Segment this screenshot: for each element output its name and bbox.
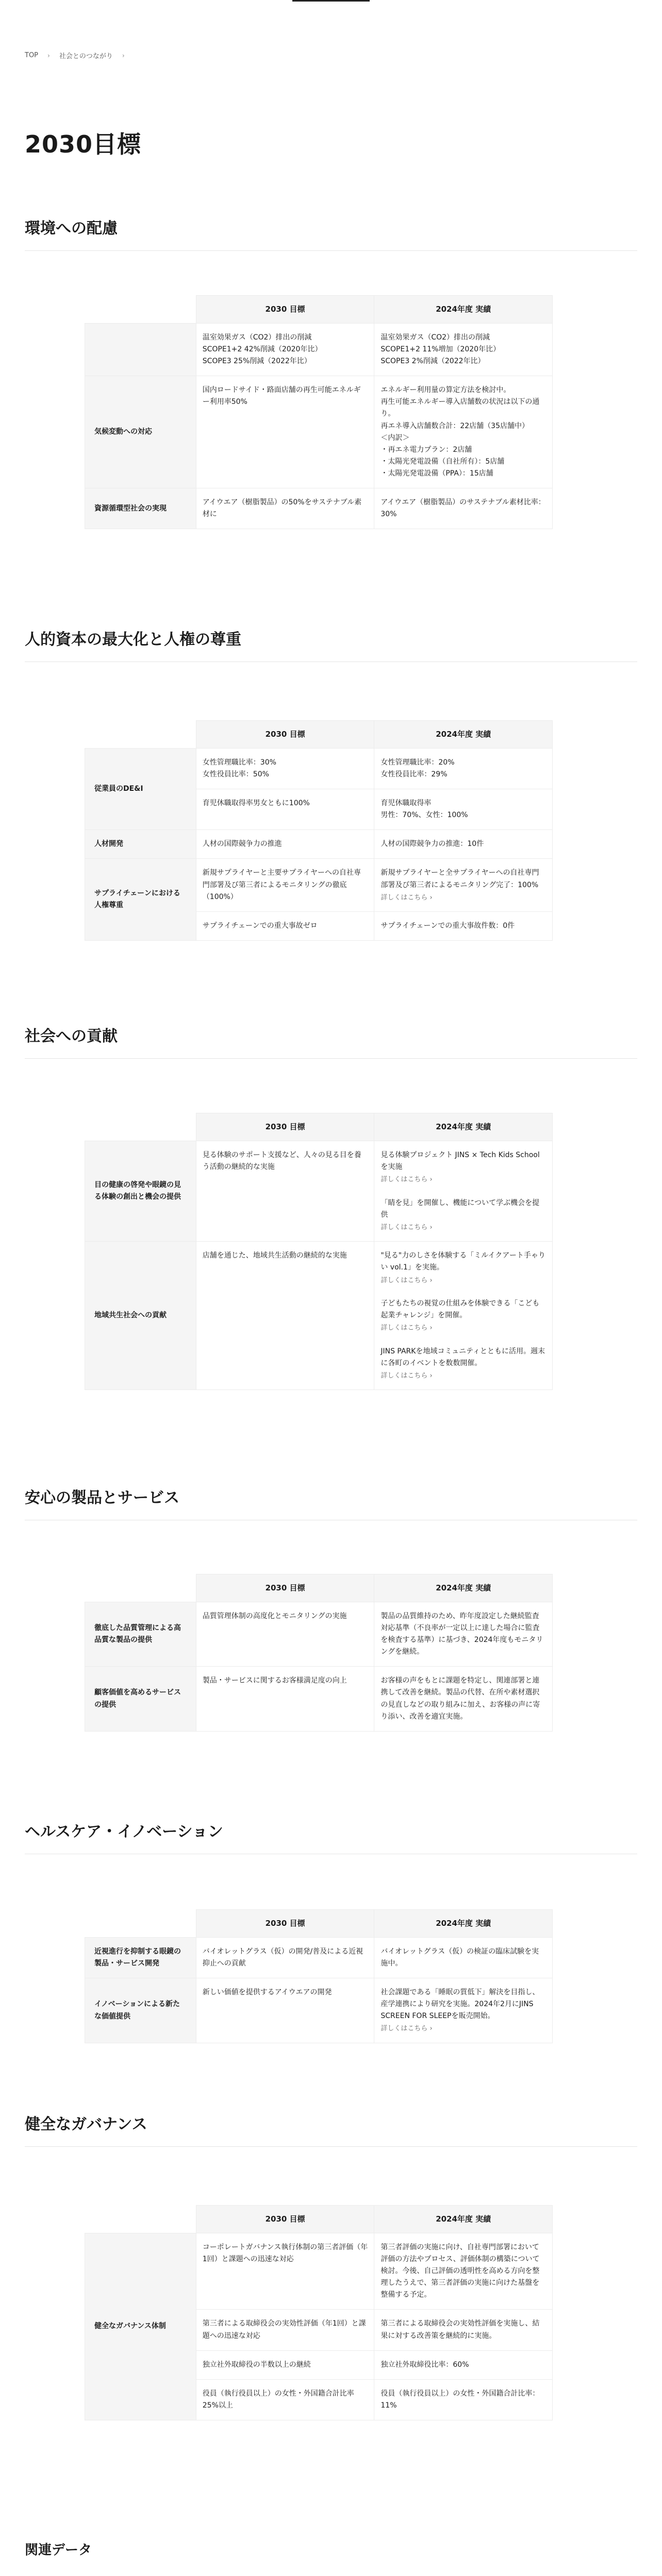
result-text: サプライチェーンでの重大事故件数：0件 [380,922,515,930]
section-block [25,626,637,662]
table-header-row [85,2206,553,2233]
header-goal: 2030 目標 [196,2206,374,2233]
related-data-title: 関連データ [25,2543,92,2558]
more-link[interactable]: 詳しくはこちら › [380,1275,546,1286]
result-text: 温室効果ガス（CO2）排出の削減 SCOPE1+2 11%増加（2020年比） SCOPE3 2%削減（2022年比） [380,333,501,366]
category-cell: 顧客価値を高めるサービスの提供 [85,1667,196,1731]
result-cell [374,912,553,941]
kpi-table [85,1574,553,1732]
section-title: ヘルスケア・イノベーション [25,1819,637,1854]
header-blank [85,1574,196,1602]
result-cell [374,1602,553,1667]
header-blank [85,296,196,324]
goal-cell: 育児休職取得率男女ともに100% [196,789,374,830]
section-title: 環境への配慮 [25,215,637,251]
result-text: 独立社外取締役比率：60% [380,2360,469,2369]
result-cell [374,2350,553,2379]
result-text: JINS PARKを地域コミュニティとともに活用。週末に各町のイベントを数数開催。 [380,1347,545,1367]
chevron-right-icon: › [122,52,125,59]
breadcrumb-parent-link[interactable]: 社会とのつながり [59,53,113,60]
result-text: バイオレットグラス（仮）の検証の臨床試験を実施中。 [380,1947,539,1968]
table-row [85,1667,553,1731]
category-cell: 近視進行を抑制する眼鏡の製品・サービス開発 [85,1938,196,1978]
result-text: 新規サプライヤーと全サプライヤーへの自社専門部署及び第三者によるモニタリング完了：100% [380,869,539,889]
goal-cell: 女性管理職比率：30% 女性役員比率：50% [196,749,374,789]
header-result: 2024年度 実績 [374,296,553,324]
category-cell: イノベーションによる新たな価値提供 [85,1978,196,2043]
section-title: 安心の製品とサービス [25,1485,637,1520]
section-block [25,1023,637,1059]
result-cell [374,1938,553,1978]
result-cell [374,1141,553,1242]
category-cell: 従業員のDE&I [85,749,196,830]
table-row [85,324,553,376]
goal-cell: 第三者による取締役会の実効性評価（年1回）と課題への迅速な対応 [196,2310,374,2350]
result-text: アイウエア（樹脂製品）のサステナブル素材比率：30% [380,498,545,519]
result-text: 第三者評価の実施に向け、自社専門部署において評価の方法やプロセス、評価体制の構築について検討。今後、自己評価の透明性を高める方向を整理したうえで、第三者評価の実施に向けた基盤を整備する予定。 [380,2243,540,2299]
table-row [85,376,553,488]
goal-cell: 役員（執行役員以上）の女性・外国籍合計比率25%以上 [196,2379,374,2420]
more-link[interactable]: 詳しくはこちら › [380,2023,546,2034]
page-title: 2030目標 [25,130,142,158]
result-text: 子どもたちの視覚の仕組みを体験できる「こども起業チャレンジ」を開催。 [380,1299,540,1320]
result-text: "見る"力のしさを体験する「ミルイクアート手ゃりい vol.1」を実施。 [380,1251,545,1272]
result-cell [374,1242,553,1390]
goal-cell: 新規サプライヤーと主要サプライヤーへの自社専門部署及び第三者によるモニタリングの徹底（100%） [196,859,374,912]
category-cell: 資源循環型社会の実現 [85,488,196,529]
result-cell [374,1978,553,2043]
kpi-table [85,1909,553,2043]
header-goal: 2030 目標 [196,721,374,749]
more-link[interactable]: 詳しくはこちら › [380,1174,546,1185]
result-cell [374,376,553,488]
table-header-row [85,1574,553,1602]
header-goal: 2030 目標 [196,296,374,324]
more-link[interactable]: 詳しくはこちら › [380,1370,546,1381]
section-title: 人的資本の最大化と人権の尊重 [25,626,637,662]
goal-cell: 品質管理体制の高度化とモニタリングの実施 [196,1602,374,1667]
category-cell: 健全なガバナンス体制 [85,2233,196,2420]
section-block [25,2111,637,2147]
header-result: 2024年度 実績 [374,1910,553,1938]
category-cell: 徹底した品質管理による高品質な製品の提供 [85,1602,196,1667]
result-text: 製品の品質維持のため、昨年度設定した継続監査対応基準（不良率が一定以上に達した場合に監査を検査する基準）に基づき、2024年度もモニタリングを継続。 [380,1612,543,1656]
table-header-row [85,1113,553,1141]
header-result: 2024年度 実績 [374,1574,553,1602]
table-row [85,1242,553,1390]
table-header-row [85,296,553,324]
goal-cell: アイウエア（樹脂製品）の50%をサステナブル素材に [196,488,374,529]
section-title: 社会への貢献 [25,1023,637,1059]
goal-cell: 独立社外取締役の半数以上の継続 [196,2350,374,2379]
goal-cell: 製品・サービスに関するお客様満足度の向上 [196,1667,374,1731]
section-block [25,215,637,251]
result-text: 第三者による取締役会の実効性評価を実施し、結果に対する改善策を継続的に実施。 [380,2319,540,2340]
chevron-right-icon: › [47,52,50,59]
header-blank [85,2206,196,2233]
result-cell [374,789,553,830]
header-result: 2024年度 実績 [374,1113,553,1141]
header-indicator [292,0,370,2]
table-row [85,1938,553,1978]
kpi-table [85,2205,553,2420]
result-cell [374,1667,553,1731]
result-cell [374,488,553,529]
result-text: 見る体験プロジェクト JINS × Tech Kids Schoolを実施 [380,1151,540,1172]
header-goal: 2030 目標 [196,1910,374,1938]
goal-cell: 新しい価値を提供するアイウエアの開発 [196,1978,374,2043]
category-cell: 地域共生社会への貢献 [85,1242,196,1390]
kpi-table [85,720,553,941]
goal-cell: コーポレートガバナンス執行体制の第三者評価（年1回）と課題への迅速な対応 [196,2233,374,2310]
goal-cell: 人材の国際競争力の推進 [196,830,374,859]
breadcrumb [25,50,125,60]
table-header-row [85,1910,553,1938]
header-blank [85,1113,196,1141]
result-text: エネルギー利用量の算定方法を検討中。 再生可能エネルギー導入店舗数の状況は以下の通り。 再エネ導入店舗数合計：22店舗（35店舗中） ＜内訳＞ ・再エネ電力プラン：2店舗 ・太陽光発電設備（自社所有）：5店舗 ・太陽光発電設備（PPA）：15店舗 [380,386,540,478]
category-cell [85,324,196,376]
result-text: お客様の声をもとに課題を特定し、関連部署と連携して改善を継続。製品の代替、在所や素材選択の見直しなどの取り組みに加え、お客様の声に寄り添い、改善を適宜実施。 [380,1676,540,1721]
result-text: 人材の国際競争力の推進：10件 [380,840,484,849]
table-row [85,859,553,912]
category-cell: サプライチェーンにおける人権尊重 [85,859,196,941]
result-text: 「睛を見」を開催し、機能について学ぶ機会を提供 [380,1198,540,1219]
breadcrumb-home-link[interactable]: TOP [25,52,39,59]
result-text: 社会課題である「睡眠の質低下」解決を目指し、産学連携により研究を実施。2024年2月にJINS SCREEN FOR SLEEPを販売開始。 [380,1988,540,2021]
category-cell: 目の健康の啓発や眼鏡の見る体験の創出と機会の提供 [85,1141,196,1242]
result-text: 育児休職取得率 男性：70%、女性：100% [380,799,468,820]
section-block [25,1819,637,1854]
result-cell [374,830,553,859]
header-goal: 2030 目標 [196,1113,374,1141]
table-row [85,749,553,789]
header-blank [85,1910,196,1938]
kpi-table [85,1113,553,1390]
table-row [85,1602,553,1667]
table-row [85,488,553,529]
table-row [85,830,553,859]
goal-cell: サプライチェーンでの重大事故ゼロ [196,912,374,941]
result-cell [374,2233,553,2310]
category-cell: 人材開発 [85,830,196,859]
header-blank [85,721,196,749]
result-text: 女性管理職比率：20% 女性役員比率：29% [380,758,455,779]
table-row [85,1141,553,1242]
table-row [85,2233,553,2310]
header-result: 2024年度 実績 [374,721,553,749]
goal-cell: 見る体験のサポート支援など、人々の見る目を養う活動の継続的な実施 [196,1141,374,1242]
table-header-row [85,721,553,749]
result-text: 役員（執行役員以上）の女性・外国籍合計比率：11% [380,2389,540,2410]
result-cell [374,324,553,376]
category-cell: 気候変動への対応 [85,376,196,488]
more-link[interactable]: 詳しくはこちら › [380,892,546,903]
more-link[interactable]: 詳しくはこちら › [380,1323,546,1333]
goal-cell: バイオレットグラス（仮）の開発/普及による近視抑止への貢献 [196,1938,374,1978]
kpi-table [85,295,553,529]
result-cell [374,2379,553,2420]
goal-cell: 温室効果ガス（CO2）排出の削減 SCOPE1+2 42%削減（2020年比） SCOPE3 25%削減（2022年比） [196,324,374,376]
section-block [25,1485,637,1520]
result-cell [374,749,553,789]
goal-cell: 店舗を通じた、地域共生活動の継続的な実施 [196,1242,374,1390]
header-result: 2024年度 実績 [374,2206,553,2233]
section-title: 健全なガバナンス [25,2111,637,2147]
table-row [85,1978,553,2043]
header-goal: 2030 目標 [196,1574,374,1602]
result-cell [374,2310,553,2350]
goal-cell: 国内ロードサイド・路面店舗の再生可能エネルギー利用率50% [196,376,374,488]
result-cell [374,859,553,912]
more-link[interactable]: 詳しくはこちら › [380,1222,546,1233]
